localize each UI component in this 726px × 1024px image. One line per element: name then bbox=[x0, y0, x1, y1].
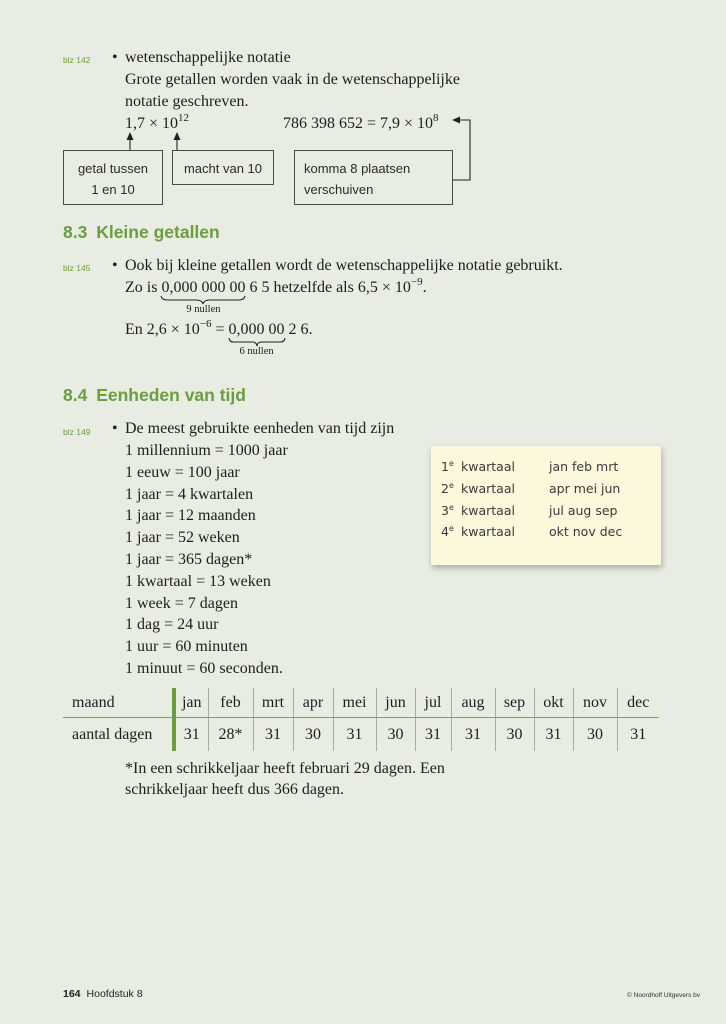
example-suffix: 2 6. bbox=[288, 321, 313, 338]
days-cell: 30 bbox=[376, 718, 415, 752]
equals-sign: = bbox=[215, 321, 225, 338]
list-item: 1 kwartaal = 13 weken bbox=[125, 572, 271, 590]
quarter-ordinal: e bbox=[448, 503, 454, 512]
month-cell: sep bbox=[495, 688, 534, 718]
section-title: Eenheden van tijd bbox=[96, 385, 246, 405]
month-cell: feb bbox=[208, 688, 253, 718]
quarter-number bbox=[441, 456, 454, 478]
quarter-digit: 2 bbox=[441, 481, 449, 496]
braced-zeros: 0,000 00 bbox=[228, 321, 285, 338]
quarter-digit: 1 bbox=[441, 459, 449, 474]
section-heading bbox=[63, 384, 246, 406]
callout-mantissa bbox=[63, 150, 163, 205]
quarter-row bbox=[431, 478, 661, 500]
quarter-ordinal: e bbox=[448, 524, 454, 533]
month-cell: jun bbox=[376, 688, 415, 718]
example-large-number bbox=[283, 113, 439, 135]
example-prefix: En 2,6 × 10 bbox=[125, 321, 200, 338]
days-cell: 30 bbox=[495, 718, 534, 752]
small-number-example bbox=[125, 276, 427, 315]
example-base: 1,7 × 10 bbox=[125, 115, 179, 132]
footnote bbox=[125, 758, 445, 800]
month-cell: jul bbox=[415, 688, 451, 718]
days-per-month-table bbox=[63, 688, 659, 751]
brace-label: 9 nullen bbox=[186, 304, 221, 315]
quarter-months: jan feb mrt bbox=[549, 459, 619, 474]
section-number: 8.4 bbox=[63, 385, 88, 405]
section-number: 8.3 bbox=[63, 222, 88, 242]
quarter-ordinal: e bbox=[448, 459, 454, 468]
list-item: 1 jaar = 12 maanden bbox=[125, 507, 256, 525]
list-item: 1 eeuw = 100 jaar bbox=[125, 463, 240, 481]
list-item: 1 jaar = 365 dagen* bbox=[125, 550, 253, 568]
quarter-months: okt nov dec bbox=[549, 524, 623, 539]
callout-power bbox=[172, 150, 274, 185]
quarter-number bbox=[441, 521, 454, 543]
page-reference: blz 142 bbox=[63, 55, 91, 65]
list-item: 1 week = 7 dagen bbox=[125, 594, 238, 612]
footnote-line: schrikkeljaar heeft dus 366 dagen. bbox=[125, 781, 345, 798]
days-cell: 31 bbox=[174, 718, 208, 752]
month-cell: dec bbox=[617, 688, 659, 718]
bullet: • bbox=[112, 49, 118, 66]
page-footer bbox=[63, 988, 143, 1000]
quarter-label: kwartaal bbox=[461, 524, 515, 539]
callout-line: 1 en 10 bbox=[91, 182, 135, 197]
page-reference: blz 145 bbox=[63, 263, 91, 273]
page-number: 164 bbox=[63, 988, 81, 1000]
table-header-label: maand bbox=[63, 688, 174, 718]
underbrace bbox=[229, 338, 285, 346]
small-number-example bbox=[125, 318, 313, 357]
chapter-name: Hoofdstuk 8 bbox=[86, 988, 143, 1000]
underbrace bbox=[161, 296, 245, 304]
footnote-line: *In een schrikkeljaar heeft februari 29 dagen. Een bbox=[125, 760, 445, 777]
list-item: 1 jaar = 4 kwartalen bbox=[125, 485, 254, 503]
quarter-label: kwartaal bbox=[461, 503, 515, 518]
quarters-sticky-note bbox=[431, 446, 661, 565]
quarter-label: kwartaal bbox=[461, 481, 515, 496]
page-reference: blz 149 bbox=[63, 427, 91, 437]
topic-title: wetenschappelijke notatie bbox=[125, 49, 291, 66]
list-item: 1 jaar = 52 weken bbox=[125, 529, 240, 547]
arrow-to-exponent bbox=[453, 120, 470, 180]
example-exponent: 12 bbox=[178, 112, 190, 124]
callout-line: verschuiven bbox=[304, 182, 374, 197]
example-base: 786 398 652 = 7,9 × 10 bbox=[283, 115, 434, 132]
brace-label: 6 nullen bbox=[239, 346, 274, 357]
quarter-number bbox=[441, 478, 454, 500]
days-cell: 31 bbox=[415, 718, 451, 752]
quarter-ordinal: e bbox=[448, 481, 454, 490]
month-cell: apr bbox=[293, 688, 333, 718]
quarter-digit: 3 bbox=[441, 503, 449, 518]
body-line: Grote getallen worden vaak in de wetenschappelijke bbox=[125, 71, 460, 88]
list-item: 1 minuut = 60 seconden. bbox=[125, 659, 283, 677]
brace-group bbox=[161, 277, 246, 315]
copyright-notice: © Noordhoff Uitgevers bv bbox=[627, 992, 700, 999]
callout-line: getal tussen bbox=[77, 161, 149, 176]
callout-line: komma 8 plaatsen bbox=[304, 161, 411, 176]
quarter-row bbox=[431, 456, 661, 478]
quarter-number bbox=[441, 500, 454, 522]
days-cell: 31 bbox=[617, 718, 659, 752]
bullet: • bbox=[112, 420, 118, 437]
example-exponent: −6 bbox=[199, 318, 212, 330]
body-line: Ook bij kleine getallen wordt de wetenschappelijke notatie gebruikt. bbox=[125, 257, 563, 274]
table-row-label: aantal dagen bbox=[63, 718, 174, 752]
quarter-months: jul aug sep bbox=[549, 503, 618, 518]
example-prefix: Zo is bbox=[125, 279, 158, 296]
month-cell: mei bbox=[333, 688, 376, 718]
quarter-months: apr mei jun bbox=[549, 481, 621, 496]
list-item: 1 dag = 24 uur bbox=[125, 616, 219, 634]
body-line: De meest gebruikte eenheden van tijd zijn bbox=[125, 420, 395, 437]
example-end: . bbox=[422, 279, 427, 296]
month-cell: nov bbox=[573, 688, 617, 718]
days-cell: 31 bbox=[534, 718, 573, 752]
example-exponent: 8 bbox=[433, 112, 439, 124]
bullet: • bbox=[112, 257, 118, 274]
callout-shift-comma bbox=[294, 150, 453, 205]
arrow-head-left-icon bbox=[452, 117, 460, 124]
days-cell: 31 bbox=[253, 718, 293, 752]
table-row-days bbox=[63, 718, 659, 752]
days-cell: 31 bbox=[333, 718, 376, 752]
days-cell: 28* bbox=[208, 718, 253, 752]
example-small-power bbox=[125, 113, 189, 135]
quarter-row bbox=[431, 500, 661, 522]
list-item: 1 millennium = 1000 jaar bbox=[125, 442, 288, 459]
days-cell: 31 bbox=[451, 718, 495, 752]
brace-group bbox=[228, 319, 285, 357]
table-row-months bbox=[63, 688, 659, 718]
month-cell: aug bbox=[451, 688, 495, 718]
month-cell: mrt bbox=[253, 688, 293, 718]
quarter-label: kwartaal bbox=[461, 459, 515, 474]
example-exponent: −9 bbox=[410, 276, 423, 288]
section-title: Kleine getallen bbox=[96, 222, 220, 242]
quarter-row bbox=[431, 521, 661, 543]
days-cell: 30 bbox=[293, 718, 333, 752]
example-suffix: 6 5 hetzelfde als 6,5 × 10 bbox=[249, 279, 411, 296]
time-unit-list bbox=[125, 440, 288, 680]
body-line: notatie geschreven. bbox=[125, 93, 249, 110]
braced-zeros: 0,000 000 00 bbox=[161, 279, 246, 296]
quarter-digit: 4 bbox=[441, 524, 449, 539]
month-cell: okt bbox=[534, 688, 573, 718]
list-item: 1 uur = 60 minuten bbox=[125, 638, 248, 656]
month-cell: jan bbox=[174, 688, 208, 718]
days-cell: 30 bbox=[573, 718, 617, 752]
callout-line: macht van 10 bbox=[183, 161, 263, 176]
section-heading bbox=[63, 221, 220, 243]
